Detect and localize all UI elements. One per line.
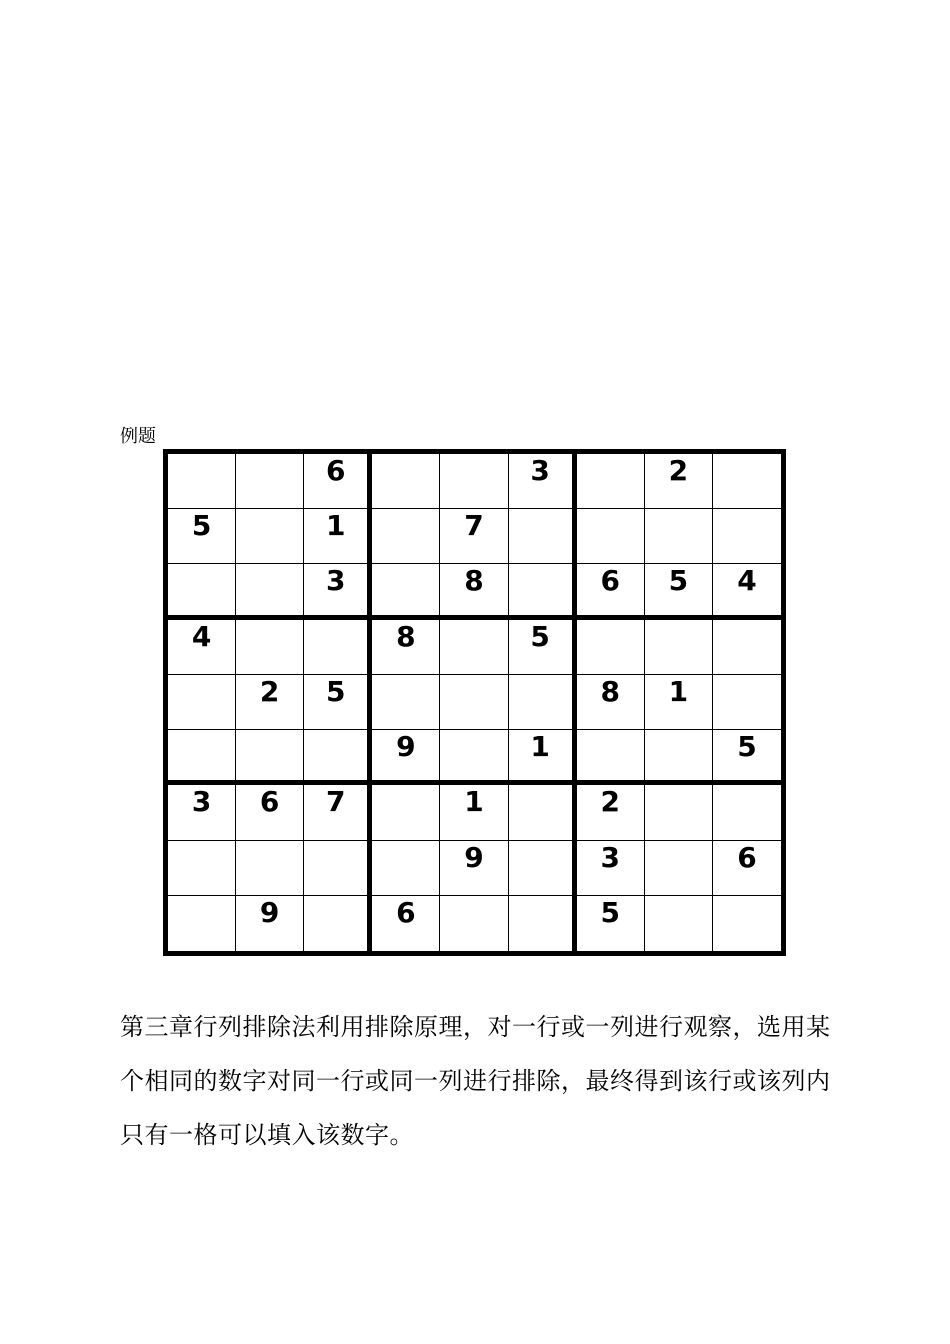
sudoku-cell: [304, 675, 372, 730]
sudoku-cell: [713, 564, 781, 619]
sudoku-cell: [304, 620, 372, 675]
sudoku-digit: 6: [259, 785, 280, 819]
sudoku-cell: [440, 509, 508, 564]
sudoku-digit: 5: [737, 730, 757, 764]
sudoku-cell: [577, 730, 645, 785]
sudoku-cell: [645, 785, 713, 840]
sudoku-digit: 3: [191, 785, 212, 819]
sudoku-cell: [577, 564, 645, 619]
sudoku-cell: [713, 675, 781, 730]
sudoku-cell: [577, 841, 645, 896]
sudoku-digit: 2: [259, 674, 280, 708]
sudoku-cell: [645, 454, 713, 509]
sudoku-cell: [713, 509, 781, 564]
sudoku-cell: [440, 564, 508, 619]
sudoku-cell: [304, 785, 372, 840]
sudoku-digit: 1: [464, 785, 484, 819]
sudoku-cell: [372, 841, 440, 896]
sudoku-cell: [577, 785, 645, 840]
sudoku-digit: 8: [600, 674, 620, 708]
paragraph-line: 第三章行列排除法利用排除原理，对一行或一列进行观察，选用某: [120, 1013, 831, 1041]
sudoku-cell: [645, 675, 713, 730]
sudoku-cell: [509, 454, 577, 509]
sudoku-cell: [440, 785, 508, 840]
sudoku-digit: 7: [326, 785, 346, 819]
sudoku-cell: [645, 896, 713, 951]
sudoku-cell: [577, 509, 645, 564]
sudoku-cell: [440, 675, 508, 730]
sudoku-cell: [577, 454, 645, 509]
sudoku-cell: [168, 509, 236, 564]
sudoku-cell: [645, 841, 713, 896]
sudoku-digit: 3: [600, 840, 620, 874]
sudoku-digit: 6: [737, 840, 757, 874]
sudoku-cell: [236, 454, 304, 509]
sudoku-digit: 5: [326, 674, 346, 708]
sudoku-digit: 6: [396, 895, 416, 929]
sudoku-cell: [713, 785, 781, 840]
sudoku-cell: [168, 785, 236, 840]
sudoku-cell: [168, 564, 236, 619]
sudoku-digit: 2: [600, 785, 620, 819]
sudoku-cell: [509, 841, 577, 896]
sudoku-digit: 1: [668, 674, 689, 708]
sudoku-cell: [168, 454, 236, 509]
sudoku-cell: [372, 564, 440, 619]
sudoku-cell: [645, 730, 713, 785]
sudoku-digit: 1: [530, 730, 550, 764]
sudoku-cell: [236, 509, 304, 564]
sudoku-cell: [236, 675, 304, 730]
sudoku-cell: [440, 896, 508, 951]
sudoku-digit: 2: [668, 454, 689, 487]
sudoku-cell: [304, 896, 372, 951]
example-label: 例题: [120, 426, 156, 447]
sudoku-digit: 3: [530, 454, 550, 487]
sudoku-cell: [372, 730, 440, 785]
sudoku-cell: [713, 896, 781, 951]
sudoku-digit: 8: [396, 619, 416, 653]
sudoku-cell: [577, 675, 645, 730]
explanation-paragraph: [120, 1000, 831, 1162]
sudoku-cell: [440, 841, 508, 896]
paragraph-line: 只有一格可以填入该数字。: [120, 1121, 414, 1149]
sudoku-cell: [440, 730, 508, 785]
sudoku-cell: [236, 841, 304, 896]
sudoku-digit: 6: [600, 564, 620, 598]
sudoku-cell: [168, 730, 236, 785]
sudoku-cell: [713, 454, 781, 509]
sudoku-cell: [713, 620, 781, 675]
sudoku-cell: [168, 841, 236, 896]
sudoku-digit: 5: [668, 564, 689, 598]
sudoku-cell: [577, 620, 645, 675]
sudoku-cell: [440, 454, 508, 509]
sudoku-cell: [236, 896, 304, 951]
sudoku-cell: [509, 730, 577, 785]
sudoku-cell: [236, 564, 304, 619]
sudoku-digit: 9: [464, 840, 484, 874]
sudoku-cell: [509, 896, 577, 951]
paragraph-line: 个相同的数字对同一行或同一列进行排除，最终得到该行或该列内: [120, 1067, 831, 1095]
sudoku-cell: [645, 564, 713, 619]
sudoku-cell: [713, 841, 781, 896]
sudoku-cell: [304, 454, 372, 509]
sudoku-cell: [372, 454, 440, 509]
sudoku-digit: 4: [737, 564, 757, 598]
sudoku-digit: 9: [259, 895, 280, 929]
sudoku-cell: [509, 564, 577, 619]
sudoku-digit: 5: [600, 895, 620, 929]
sudoku-cell: [236, 785, 304, 840]
sudoku-cell: [304, 841, 372, 896]
sudoku-digit: 5: [191, 509, 212, 543]
sudoku-cell: [509, 785, 577, 840]
sudoku-digit: 7: [464, 509, 484, 543]
sudoku-cell: [645, 620, 713, 675]
sudoku-cell: [168, 675, 236, 730]
sudoku-cell: [645, 509, 713, 564]
sudoku-cell: [236, 620, 304, 675]
sudoku-cell: [372, 896, 440, 951]
sudoku-digit: 1: [326, 509, 346, 543]
sudoku-digit: 5: [530, 619, 550, 653]
sudoku-cell: [577, 896, 645, 951]
sudoku-cell: [304, 730, 372, 785]
sudoku-digit: 6: [326, 454, 346, 487]
sudoku-cell: [713, 730, 781, 785]
sudoku-cell: [168, 620, 236, 675]
sudoku-cell: [509, 675, 577, 730]
sudoku-cell: [372, 620, 440, 675]
sudoku-cell: [372, 785, 440, 840]
sudoku-digit: 8: [464, 564, 484, 598]
sudoku-cell: [372, 675, 440, 730]
sudoku-cell: [509, 620, 577, 675]
sudoku-grid: [163, 449, 786, 956]
sudoku-cell: [304, 509, 372, 564]
sudoku-cell: [509, 509, 577, 564]
sudoku-cell: [236, 730, 304, 785]
sudoku-cell: [304, 564, 372, 619]
sudoku-digit: 4: [191, 619, 212, 653]
sudoku-cell: [372, 509, 440, 564]
sudoku-cell: [440, 620, 508, 675]
sudoku-cell: [168, 896, 236, 951]
sudoku-digit: 9: [396, 730, 416, 764]
sudoku-digit: 3: [326, 564, 346, 598]
